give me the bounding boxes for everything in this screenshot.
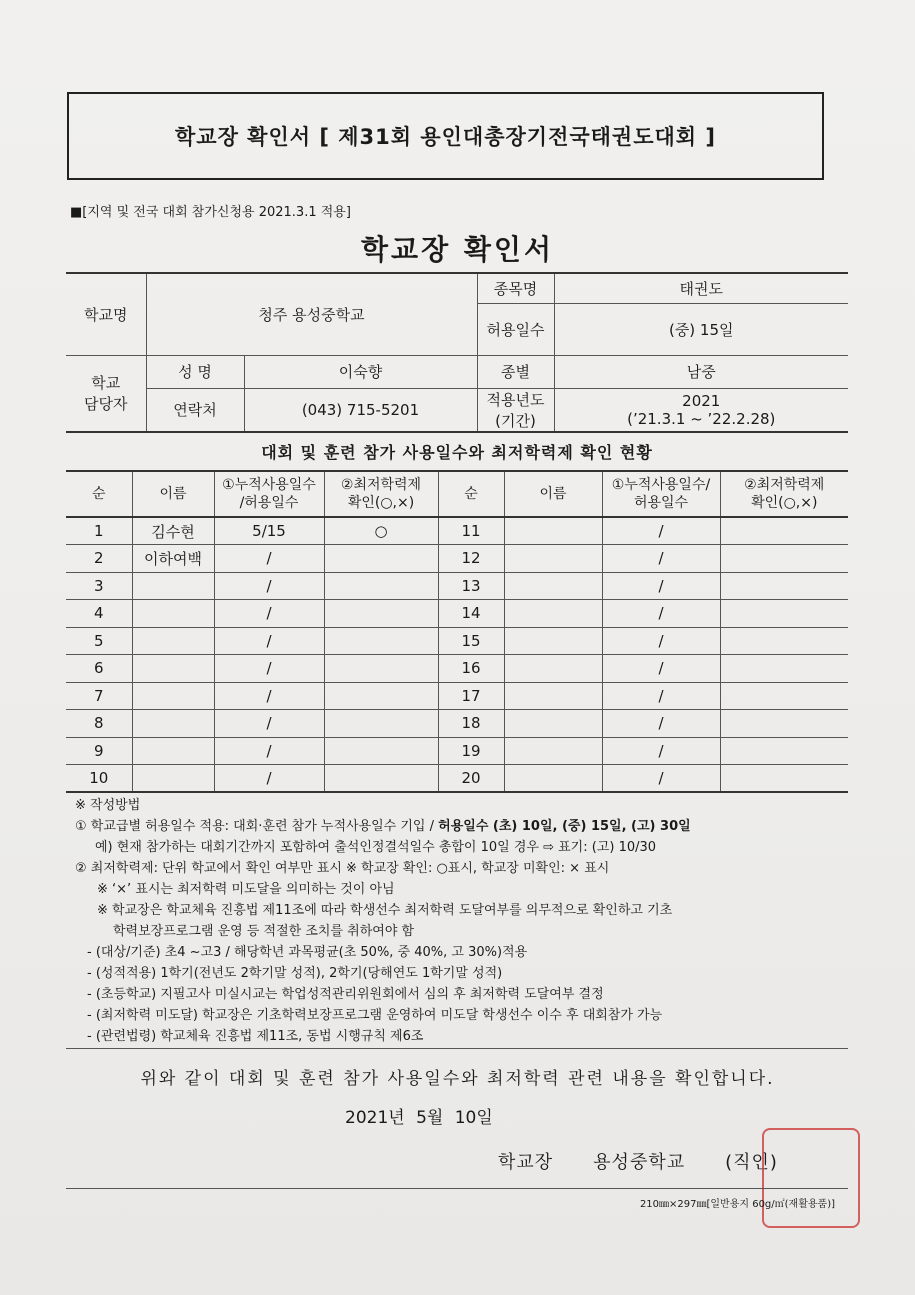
document-title: 학교장 확인서 [360,233,555,266]
instruction-line-10: - (최저학력 미도달) 학교장은 기초학력보장프로그램 운영하여 미도달 학생선수 이수 후 대회참가 가능 [87,1008,663,1023]
cell-no: 4 [66,600,132,628]
cell-no: 8 [66,710,132,738]
cell-check [324,545,438,573]
cell-check [720,600,848,628]
table-row [66,682,848,710]
header-days-left-line2: /허용일수 [239,495,299,511]
sport-value: 태권도 [554,273,848,303]
manager-label-line2: 담당자 [84,395,128,413]
year-label [477,388,554,432]
contact-label: 연락처 [146,388,244,432]
instruction-line-8: - (성적적용) 1학기(전년도 2학기말 성적), 2학기(당해연도 1학기말 성적) [87,966,503,981]
school-label: 학교명 [66,273,146,355]
divider-line [66,1048,848,1049]
cell-check [324,655,438,683]
cell-check [720,765,848,793]
year-label-line2: (기간) [495,411,536,430]
cell-no: 18 [438,710,504,738]
cell-days: / [214,600,324,628]
cell-name [132,600,214,628]
cell-days: / [214,655,324,683]
cell-check [324,710,438,738]
instruction-line-5: ※ 학교장은 학교체육 진흥법 제11조에 따라 학생선수 최저학력 도달여부를 의무적으로 확인하고 기초 [97,903,673,918]
instruction-line-1 [75,816,855,837]
table-row [66,737,848,765]
table-row [66,572,848,600]
cell-name [504,600,602,628]
cell-check [720,682,848,710]
school-info-table [66,272,848,433]
instructions-heading: ※ 작성방법 [75,798,141,813]
category-label: 종별 [477,355,554,388]
cell-check [324,572,438,600]
cell-days: / [214,765,324,793]
year-value [554,388,848,432]
header-title-box [67,92,824,180]
cell-no: 17 [438,682,504,710]
cell-no: 2 [66,545,132,573]
cell-days: / [602,655,720,683]
year-value-line1: 2021 [682,391,721,410]
cell-no: 6 [66,655,132,683]
cell-name [504,710,602,738]
header-days-right-line2: 허용일수 [633,495,689,511]
table-row [66,655,848,683]
cell-name [504,682,602,710]
cell-check [324,765,438,793]
header-check-left-line2: 확인(○,×) [347,495,415,511]
instruction-line-3: ② 최저학력제: 단위 학교에서 확인 여부만 표시 ※ 학교장 확인: ○표시, 학교장 미확인: × 표시 [75,861,610,876]
cell-name [504,545,602,573]
cell-days: / [602,517,720,545]
school-value: 청주 용성중학교 [146,273,477,355]
cell-check [720,737,848,765]
cell-no: 11 [438,517,504,545]
confirmation-date: 2021년 5월 10일 [345,1108,493,1128]
paper-spec: 210㎜×297㎜[일반용지 60g/㎡(재활용품)] [639,1199,835,1210]
cell-name [504,655,602,683]
cell-check [720,545,848,573]
cell-days: 5/15 [214,517,324,545]
table-row [66,710,848,738]
header-no-left: 순 [66,471,132,517]
cell-days: / [602,545,720,573]
name-label: 성 명 [146,355,244,388]
cell-days: / [602,627,720,655]
cell-no: 5 [66,627,132,655]
header-days-left [214,471,324,517]
instruction-line-4: ※ ‘×’ 표시는 최저학력 미도달을 의미하는 것이 아님 [97,882,395,897]
cell-check [324,600,438,628]
cell-no: 16 [438,655,504,683]
cell-no: 10 [66,765,132,793]
application-note: ■[지역 및 전국 대회 참가신청용 2021.3.1 적용] [70,205,351,220]
cell-name [132,627,214,655]
cell-no: 7 [66,682,132,710]
cell-days: / [214,627,324,655]
cell-name [132,572,214,600]
signer [498,1148,778,1174]
allowed-days-value: (중) 15일 [554,303,848,355]
cell-check [324,682,438,710]
instructions [75,795,855,1047]
year-value-line2: (’21.3.1 ~ ’22.2.28) [627,409,776,428]
category-value: 남중 [554,355,848,388]
contact-value: (043) 715-5201 [244,388,477,432]
cell-name [132,737,214,765]
header-title: 학교장 확인서 [ 제31회 용인대총장기전국태권도대회 ] [175,125,716,149]
cell-days: / [602,682,720,710]
cell-check [720,572,848,600]
seal-label: (직인) [725,1152,778,1173]
cell-name [132,682,214,710]
cell-name [132,710,214,738]
instruction-line-2: 예) 현재 참가하는 대회기간까지 포함하여 출석인정결석일수 총합이 10일 경우 ⇨ 표기: (고) 10/30 [95,840,657,855]
footer-divider [66,1188,848,1189]
header-check-left [324,471,438,517]
cell-no: 12 [438,545,504,573]
header-check-right-line1: ②최저학력제 [744,477,825,493]
cell-no: 13 [438,572,504,600]
cell-name [504,737,602,765]
cell-name [504,627,602,655]
cell-no: 19 [438,737,504,765]
cell-days: / [602,710,720,738]
header-days-right [602,471,720,517]
cell-days: / [214,682,324,710]
cell-name [504,765,602,793]
header-check-left-line1: ②최저학력제 [340,477,422,493]
cell-name [504,572,602,600]
sport-label: 종목명 [477,273,554,303]
cell-check [720,517,848,545]
cell-name [504,517,602,545]
cell-check [720,710,848,738]
cell-days: / [602,572,720,600]
cell-name: 이하여백 [132,545,214,573]
header-check-right-line2: 확인(○,×) [751,495,818,511]
year-label-line1: 적용년도 [486,390,545,409]
signer-school: 용성중학교 [593,1152,686,1173]
confirmation-statement: 위와 같이 대회 및 훈련 참가 사용일수와 최저학력 관련 내용을 확인합니다. [140,1069,775,1089]
instruction-line-6: 학력보장프로그램 운영 등 적절한 조치를 취하여야 함 [113,924,415,939]
table-row [66,545,848,573]
instruction-line-11: - (관련법령) 학교체육 진흥법 제11조, 동법 시행규칙 제6조 [87,1029,424,1044]
table-row [66,765,848,793]
table-row [66,517,848,545]
header-name-left: 이름 [132,471,214,517]
header-check-right [720,471,848,517]
cell-no: 3 [66,572,132,600]
manager-label [66,355,146,432]
cell-no: 20 [438,765,504,793]
header-days-right-line1: ①누적사용일수/ [611,477,711,493]
cell-check [720,655,848,683]
instruction-line-1a: ① 학교급별 허용일수 적용: 대회·훈련 참가 누적사용일수 기입 / [75,819,439,834]
cell-no: 14 [438,600,504,628]
instruction-line-9: - (초등학교) 지필고사 미실시교는 학업성적관리위원회에서 심의 후 최저학력 도달여부 결정 [87,987,604,1002]
cell-check [324,627,438,655]
cell-days: / [602,737,720,765]
table-row [66,600,848,628]
cell-no: 9 [66,737,132,765]
cell-days: / [214,572,324,600]
cell-days: / [214,737,324,765]
instruction-line-1b: 허용일수 (초) 10일, (중) 15일, (고) 30일 [438,819,691,834]
signer-title: 학교장 [498,1152,554,1173]
name-value: 이숙향 [244,355,477,388]
cell-no: 15 [438,627,504,655]
cell-days: / [214,545,324,573]
allowed-days-label: 허용일수 [477,303,554,355]
header-name-right: 이름 [504,471,602,517]
manager-label-line1: 학교 [91,374,121,392]
cell-name [132,655,214,683]
instruction-line-7: - (대상/기준) 초4 ~고3 / 해당학년 과목평균(초 50%, 중 40%, 고 30%)적용 [87,945,528,960]
cell-no: 1 [66,517,132,545]
cell-name: 김수현 [132,517,214,545]
cell-days: / [214,710,324,738]
cell-name [132,765,214,793]
cell-check [720,627,848,655]
header-days-left-line1: ①누적사용일수 [222,477,316,493]
cell-days: / [602,600,720,628]
official-seal-stamp [762,1128,860,1228]
table-row [66,627,848,655]
cell-check [324,737,438,765]
header-no-right: 순 [438,471,504,517]
usage-table [66,470,848,793]
cell-check: ○ [324,517,438,545]
cell-days: / [602,765,720,793]
usage-title: 대회 및 훈련 참가 사용일수와 최저학력제 확인 현황 [261,443,653,462]
